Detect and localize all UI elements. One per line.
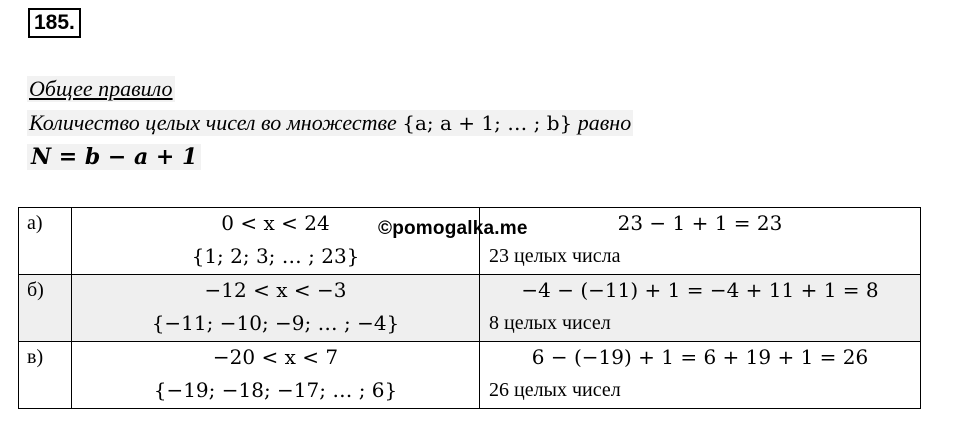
row-calculation: −4 − (−11) + 1 = −4 + 11 + 1 = 8 bbox=[521, 278, 879, 302]
row-inequality: −20 < x < 7 bbox=[212, 345, 339, 369]
rule-text-suffix: равно bbox=[577, 110, 632, 135]
row-set: {−11; −10; −9; … ; −4} bbox=[151, 311, 400, 335]
rule-text bbox=[27, 110, 633, 136]
row-calculation: 23 − 1 + 1 = 23 bbox=[617, 211, 783, 235]
row-label: б) bbox=[19, 275, 72, 342]
row-inequality: 0 < x < 24 bbox=[221, 211, 330, 235]
row-answer: 8 целых чисел bbox=[489, 312, 611, 334]
row-solution bbox=[480, 208, 921, 275]
row-inequality: −12 < x < −3 bbox=[204, 278, 347, 302]
row-label: а) bbox=[19, 208, 72, 275]
row-solution bbox=[480, 342, 921, 409]
row-answer: 26 целых чисел bbox=[489, 379, 621, 401]
rule-formula: N = b − a + 1 bbox=[27, 144, 201, 170]
rule-set-math: {a; a + 1; … ; b} bbox=[402, 111, 573, 135]
table-row-c bbox=[19, 342, 921, 409]
problem-number: 185. bbox=[28, 8, 81, 38]
row-calculation: 6 − (−19) + 1 = 6 + 19 + 1 = 26 bbox=[531, 345, 869, 369]
watermark: ©pomogalka.me bbox=[378, 218, 528, 239]
row-answer: 23 целых числа bbox=[489, 245, 621, 267]
row-set: {1; 2; 3; … ; 23} bbox=[191, 244, 360, 268]
rule-title: Общее правило bbox=[29, 76, 173, 101]
row-conditions bbox=[72, 342, 480, 409]
row-solution bbox=[480, 275, 921, 342]
row-set: {−19; −18; −17; … ; 6} bbox=[153, 378, 398, 402]
table-row-b bbox=[19, 275, 921, 342]
rule-text-prefix: Количество целых чисел во множестве bbox=[29, 110, 397, 135]
row-conditions bbox=[72, 275, 480, 342]
row-label: в) bbox=[19, 342, 72, 409]
